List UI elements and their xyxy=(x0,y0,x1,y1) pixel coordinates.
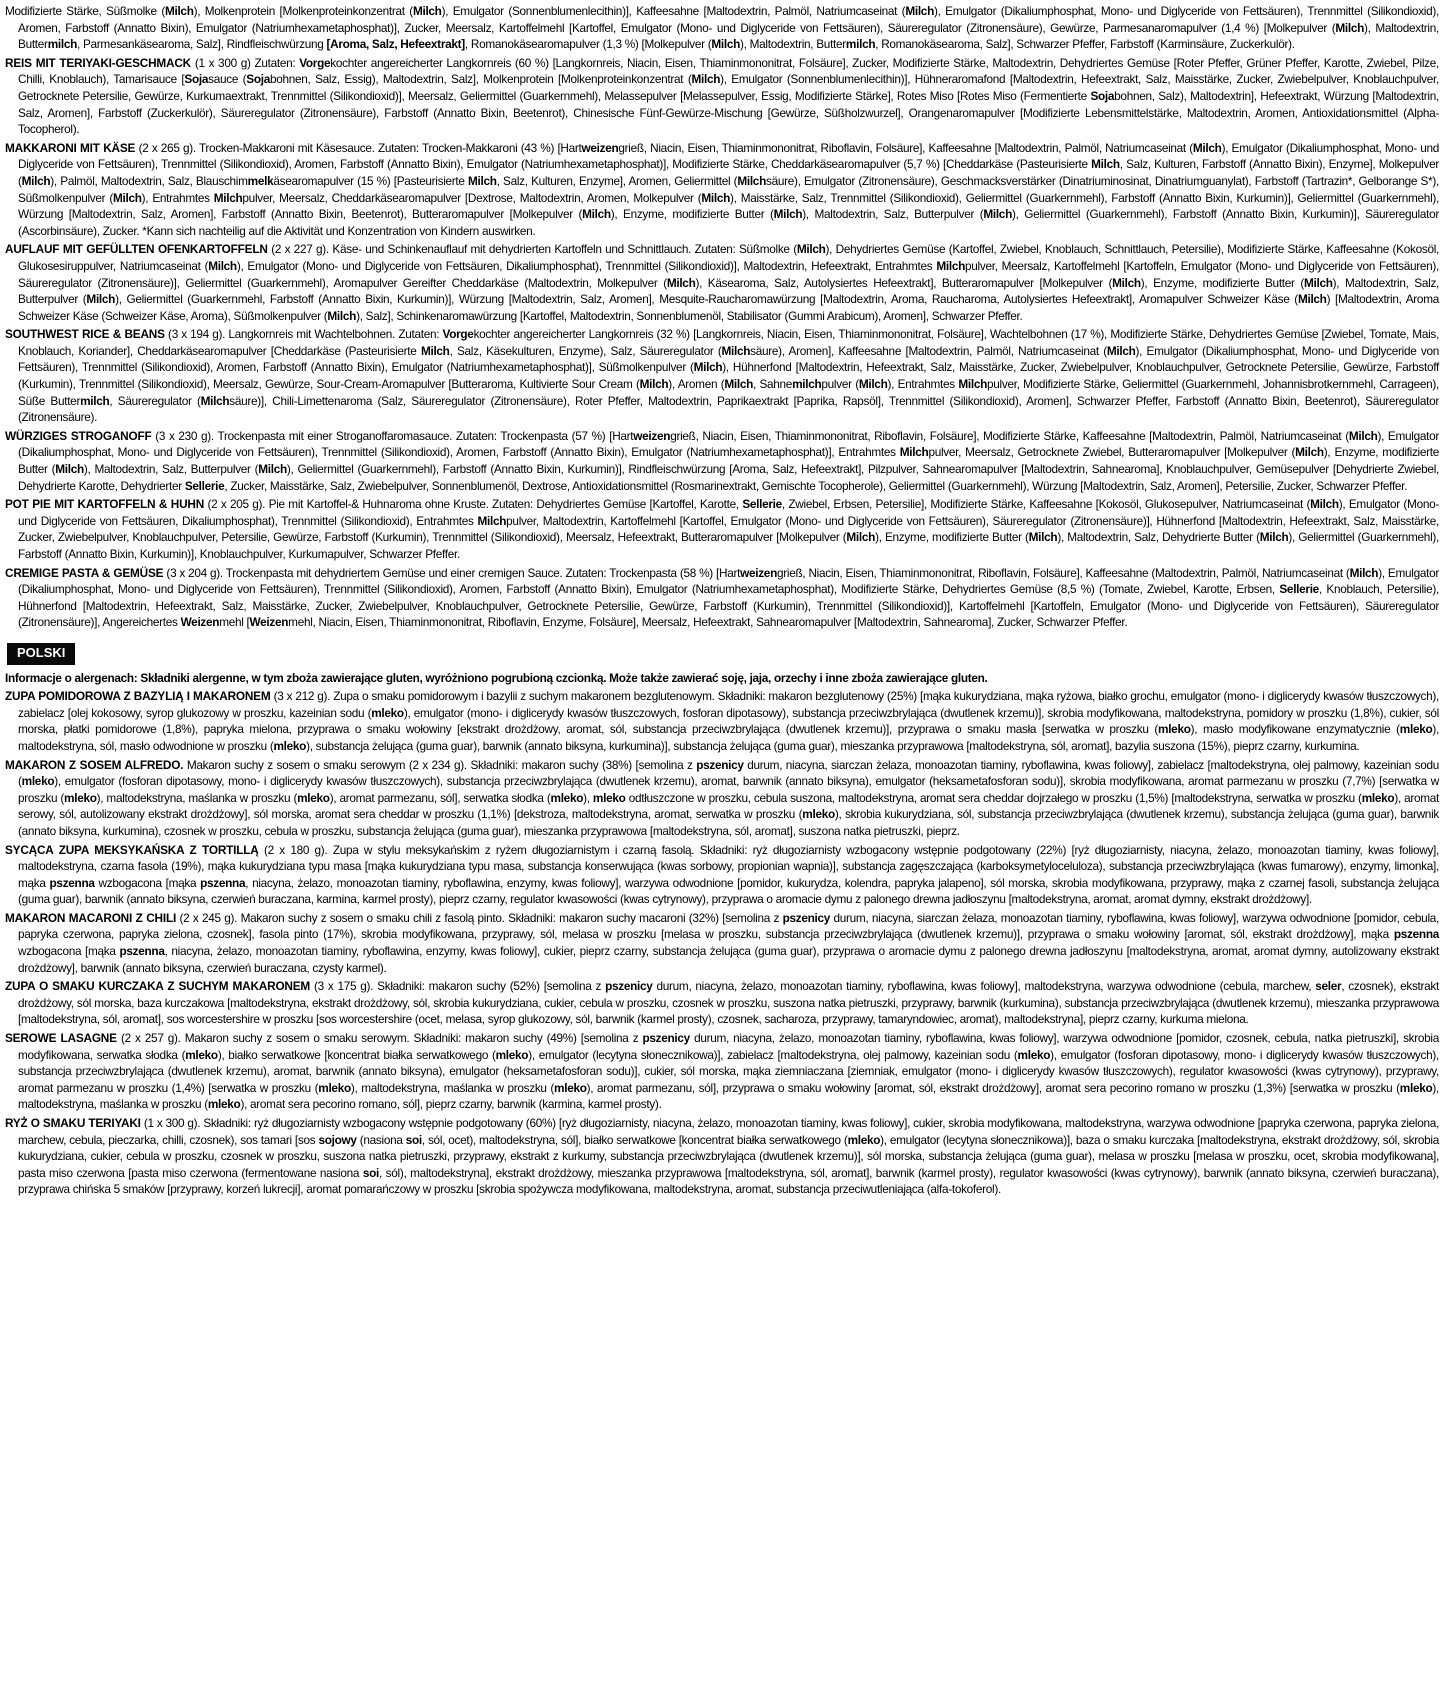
ingredient-text: Makaron suchy z sosem o smaku serowym (2 x 234 g). Składniki: makaron suchy (38%) [semolina z pszenicy durum, niacyna, siarczan żelaza, monoazotan tiaminy, ryboflawina, kwas foliowy], zabielacz [maltodekstryna, olej palmowy, kazeinian sodu (mleko), emulgator (fosforan dipotasowy, mono- i diglicerydy kwasów tłuszczowych), substancja przeciwzbrylająca (dwutlenek krzemu), aromat, barwnik (annato biksyna), emulgator (heksametafosforan sodu)], skrobia modyfikowana, aromat parmezanu w proszku (7,7%) [serwatka w proszku (mleko), maltodekstryna, maślanka w proszku (mleko), aromat parmezanu, sól], serwatka słodka (mleko), mleko odtłuszczone w proszku, cebula suszona, maltodekstryna, aromat sera cheddar dojrzałego w proszku (1,5%) [maltodekstryna, serwatka w proszku (mleko), aromat serowy, sól, autolizowany ekstrakt drożdżowy], sól morska, aromat sera cheddar w proszku (1,1%) [dekstroza, maltodekstryna, aromat, serwatka w proszku (mleko), skrobia kukurydziana, sól, substancja przeciwzbrylająca (dwutlenek krzemu), substancja żelująca (guma guar), barwnik (annato biksyna, kurkumina), czosnek w proszku, cebula w proszku, substancja żelująca (guma guar), mieszanka przyprawowa [maltodekstryna, sól, aromat], suszona natka pietruszki, pieprz. xyxy=(18,757,1440,838)
ingredient-text: (3 x 204 g). Trockenpasta mit dehydriertem Gemüse und einer cremigen Sauce. Zutaten: Trockenpasta (58 %) [Hartweizengrieß, Niacin, Eisen, Thiaminmononitrat, Riboflavin, Folsäure], Kaffeesahne (Maltodextrin, Palmöl, Natriumcaseinat (Milch), Emulgator (Dikaliumphosphat, Mono- und Diglyceride von Fettsäuren), Trennmittel (Silikondioxid), Aromen, Farbstoff (Annatto Bixin), Emulgator (Natriumhexametaphosphat), Modifizierte Stärke, Dehydriertes Gemüse (8,5 %) (Tomate, Zwiebel, Karotte, Erbsen, Sellerie, Knoblauch, Petersilie), Hühnerfond [Maltodextrin, Hefeextrakt, Salz, Maisstärke, Zucker, Zwiebelpulver, Knoblauchpulver, Getrocknete Petersilie, Gewürze, Farbstoff (Kurkumin), Trennmittel (Silikondioxid)], Kartoffelmehl [Kartoffeln, Emulgator (Mono- und Diglyceride von Fettsäuren), Säureregulator (Zitronensäure)], Angereichertes Weizenmehl [Weizenmehl, Niacin, Eisen, Thiaminmononitrat, Riboflavin, Enzyme, Folsäure], Meersalz, Hefeextrakt, Sahnearomapulver [Maltodextrin, Sahnearoma], Zucker, Schwarzer Pfeffer. xyxy=(18,565,1439,630)
section-heading: SYCĄCA ZUPA MEKSYKAŃSKA Z TORTILLĄ xyxy=(5,842,259,857)
section-heading: SEROWE LASAGNE xyxy=(5,1031,117,1046)
ingredient-text: (2 x 180 g). Zupa w stylu meksykańskim z ryżem długoziarnistym i czarną fasolą. Składniki: ryż długoziarnisty wzbogacony wstępnie podgotowany (22%) [ryż długoziarnisty, niacyna, żelazo, monoazotan tiaminy, kwas foliowy], maltodekstryna, czarna fasola (19%), mąka kukurydziana typu masa [mąka kukurydziana typu masa, substancja konserwująca (kwas sorbowy, propionian wapnia)], substancja zagęszczająca (karboksymetyloceluloza), substancja przeciwzbrylająca (kwas fumarowy), enzymy, limonka], mąka pszenna wzbogacona [mąka pszenna, niacyna, żelazo, monoazotan tiaminy, ryboflawina, enzymy, kwas foliowy], warzywa odwodnione [pomidor, kukurydza, kolendra, papryka jalapeno], sól morska, skrobia modyfikowana, przyprawy, mąka z czarnej fasoli, substancja żelująca (guma guar), barwnik (annato biksyna, czerwień buraczana, karmina, karmel prosty), pieprz czarny, regulator kwasowości (kwas cytrynowy), przyprawa o aromacie dymu z palonego drewna jadłoszynu [maltodekstryna, aromat, aromat dymny, ekstrakt drożdżowy]. xyxy=(18,842,1440,907)
section-wuerziges-stroganoff xyxy=(5,428,1439,494)
section-makkaroni-mit-kaese xyxy=(5,140,1439,240)
section-heading: ZUPA POMIDOROWA Z BAZYLIĄ I MAKARONEM xyxy=(5,689,271,704)
ingredient-text: (2 x 227 g). Käse- und Schinkenauflauf mit dehydrierten Kartoffeln und Schnittlauch. Zutaten: Süßmolke (Milch), Dehydriertes Gemüse (Kartoffel, Zwiebel, Knoblauch, Schnittlauch, Petersilie), Modifizierte Stärke, Kaffeesahne (Kokosöl, Glukosesiruppulver, Natriumcaseinat (Milch), Emulgator (Mono- und Diglyceride von Fettsäuren, Dikaliumphosphat), Trennmittel (Silikondioxid)], Maltodextrin, Hefeextrakt, Entrahmtes Milchpulver, Meersalz, Kartoffelmehl [Kartoffeln, Emulgator (Mono- und Diglyceride von Fettsäuren), Säureregulator (Zitronensäure)], Geliermittel (Guarkernmehl), Aromapulver Gereifter Cheddarkäse (Maltodextrin, Molkepulver (Milch), Käsearoma, Salz, Autolysiertes Hefeextrakt], Butteraromapulver [Molkepulver (Milch), Enzyme, modifizierte Butter (Milch), Maltodextrin, Salz, Butterpulver (Milch), Geliermittel (Guarkernmehl, Farbstoff (Annatto Bixin, Kurkumin)], Würzung [Maltodextrin, Salz, Aromen], Mesquite-Raucharomawürzung [Maltodextrin, Aroma, Raucharoma, Autolysiertes Hefeextrakt], Aromapulver Schweizer Käse (Milch) [Maltodextrin, Aroma Schweizer Käse (Schweizer Käse, Aroma), Süßmolkenpulver (Milch), Salz], Schinkenaromawürzung [Kartoffel, Maltodextrin, Sonnenblumenöl, Stabilisator (Gummi Arabicum), Aromen], Schwarzer Pfeffer. xyxy=(18,242,1440,323)
section-zupa-meksykanska xyxy=(5,842,1439,908)
section-heading: WÜRZIGES STROGANOFF xyxy=(5,428,152,443)
section-heading: MAKARON Z SOSEM ALFREDO. xyxy=(5,757,184,772)
section-reis-mit-teriyaki xyxy=(5,55,1439,138)
ingredient-text: (3 x 194 g). Langkornreis mit Wachtelbohnen. Zutaten: Vorgekochter angereicherter Langkornreis (32 %) [Langkornreis, Niacin, Eisen, Thiaminmononitrat, Folsäure], Wachtelbohnen (17 %), Modifizierte Stärke, Dehydriertes Gemüse [Zwiebel, Tomate, Mais, Knoblauch, Koriander], Cheddarkäsearomapulver [Cheddarkäse (Pasteurisierte Milch, Salz, Käsekulturen, Enzyme), Salz, Säureregulator (Milchsäure), Aromen], Kaffeesahne [Maltodextrin, Palmöl, Natriumcaseinat (Milch), Emulgator (Dikaliumphosphat, Mono- und Diglyceride von Fettsäuren), Trennmittel (Silikondioxid), Aromen, Farbstoff (Annatto Bixin), Emulgator (Natriumhexametaphosphat)], Süßmolkenpulver (Milch), Hühnerfond [Maltodextrin, Hefeextrakt, Salz, Maisstärke, Zucker, Zwiebelpulver, Knoblauchpulver, Getrocknete Petersilie, Gewürze, Farbstoff (Kurkumin), Trennmittel (Silikondioxid), Meersalz, Gewürze, Sour-Cream-Aromapulver [Butteraroma, Kultivierte Sour Cream (Milch), Aromen (Milch, Sahnemilchpulver (Milch), Entrahmtes Milchpulver, Modifizierte Stärke, Geliermittel (Guarkernmehl, Johannisbrotkernmehl, Carrageen), Süße Buttermilch, Säureregulator (Milchsäure)], Chili-Limettenaroma (Salz, Säureregulator (Zitronensäure), Roter Pfeffer, Maltodextrin, Paprikaextrakt [Paprika, Rapsöl], Trennmittel (Silikondioxid), Aromen], Schwarzer Pfeffer, Farbstoff (Annatto Bixin, Beetenrot), Säureregulator (Zitronensäure). xyxy=(18,327,1440,425)
section-makaron-alfredo xyxy=(5,757,1439,840)
ingredient-text: (2 x 257 g). Makaron suchy z sosem o smaku serowym. Składniki: makaron suchy (49%) [semolina z pszenicy durum, niacyna, żelazo, monoazotan tiaminy, ryboflawina, kwas foliowy], warzywa odwodnione [pomidor, czosnek, cebula, natka pietruszki], skrobia modyfikowana, serwatka słodka (mleko), białko serwatkowe [koncentrat białka serwatkowego (mleko), emulgator (lecytyna słonecznikowa)], zabielacz [maltodekstryna, olej palmowy, kazeinian sodu (mleko), emulgator (fosforan dipotasowy, mono- i diglicerydy kwasów tłuszczowych), substancja przeciwzbrylająca (dwutlenek krzemu), aromat, barwnik (annato biksyna), emulgator (heksametafosforan sodu)], cukier, sól morska, mąka ziemniaczana [ziemniak, emulgator (mono- i diglicerydy kwasów tłuszczowych), regulator kwasowości (kwas cytrynowy), przyprawy, aromat parmezanu w proszku (1,4%) [serwatka w proszku (mleko), maltodekstryna, maślanka w proszku (mleko), aromat parmezanu, sól], przyprawa o smaku wołowiny [aromat, sól, ekstrakt drożdżowy], aromat sera pecorino romano w proszku (1,3%) [serwatka w proszku (mleko), maltodekstryna, maślanka w proszku (mleko), aromat sera pecorino romano, sól], pieprz czarny, barwnik (karmina, karmel prosty). xyxy=(18,1031,1440,1112)
section-heading: RYŻ O SMAKU TERIYAKI xyxy=(5,1116,141,1130)
section-zupa-kurczak xyxy=(5,978,1439,1028)
language-label-polski xyxy=(7,643,75,665)
section-auflauf-ofenkartoffeln xyxy=(5,241,1439,324)
ingredient-text: (3 x 175 g). Składniki: makaron suchy (52%) [semolina z pszenicy durum, niacyna, żelazo, monoazotan tiaminy, ryboflawina, kwas foliowy], maltodekstryna, warzywa odwodnione (cebula, marchew, seler, czosnek), ekstrakt drożdżowy, sól morska, baza kurczakowa [maltodekstryna, ekstrakt drożdżowy, sól, skrobia kukurydziana, cukier, cebula w proszku, czosnek w proszku, suszona natka pietruszki, przyprawy, barwnik (kurkumina), substancja przeciwzbrylająca (dwutlenek krzemu), mieszanka przyprawowa [maltodekstryna, sól, aromat], sos worcestershire w proszku [sos worcestershire (ocet, melasa, syrop glukozowy, sól, barwnik (karmel prosty), czosnek, sacharoza, przyprawy, tamaryndowiec, aromat), maltodekstryna], pieprz czarny, kurkuma mielona. xyxy=(18,979,1439,1027)
section-serowe-lasagne xyxy=(5,1030,1439,1113)
ingredient-text: (3 x 230 g). Trockenpasta mit einer Stroganoffaromasauce. Zutaten: Trockenpasta (57 %) [Hartweizengrieß, Niacin, Eisen, Thiaminmononitrat, Riboflavin, Folsäure], Modifizierte Stärke, Kaffeesahne [Maltodextrin, Palmöl, Natriumcaseinat (Milch), Emulgator (Dikaliumphosphat, Mono- und Diglyceride von Fettsäuren), Trennmittel (Silikondioxid), Aromen, Farbstoff (Annatto Bixin), Emulgator (Natriumhexametaphosphat)], Entrahmtes Milchpulver, Meersalz, Getrocknete Zwiebel, Butteraromapulver [Molkepulver (Milch), Enzyme, modifizierte Butter (Milch), Maltodextrin, Salz, Butterpulver (Milch), Geliermittel (Guarkernmehl), Farbstoff (Annatto Bixin, Kurkumin)], Rindfleischwürzung [Aroma, Salz, Hefeextrakt], Pilzpulver, Sahnearomapulver [Maltodextrin, Sahnearoma], Knoblauchpulver, Gemüsepulver [Dehydrierte Zwiebel, Dehydrierte Karotte, Dehydrierter Sellerie, Zucker, Maisstärke, Salz, Zwiebelpulver, Sonnenblumenöl, Dextrose, Antioxidationsmittel (Rosmarinextrakt, Gemischte Tocopherole), Geliermittel (Guarkernmehl), Würzung [Maltodextrin, Salz, Aromen], Petersilie, Zucker, Schwarzer Pfeffer. xyxy=(18,428,1439,493)
section-ryz-teriyaki xyxy=(5,1115,1439,1198)
section-heading: SOUTHWEST RICE & BEANS xyxy=(5,327,165,342)
ingredient-text: (2 x 245 g). Makaron suchy z sosem o smaku chili z fasolą pinto. Składniki: makaron suchy macaroni (32%) [semolina z pszenicy durum, niacyna, siarczan żelaza, monoazotan tiaminy, ryboflawina, kwas foliowy], warzywa odwodnione [pomidor, cebula, papryka czerwona, papryka zielona, czosnek], fasola pinto (17%), skrobia modyfikowana, przyprawy, sól, melasa w proszku [melasa w proszku, substancja przeciwzbrylająca (dwutlenek krzemu)], przyprawa o smaku wołowiny [aromat, sól, ekstrakt drożdżowy], mąka pszenna wzbogacona [mąka pszenna, niacyna, żelazo, monoazotan tiaminy, ryboflawina, enzymy, kwas foliowy], cukier, pieprz czarny, substancja żelująca (guma guar), przyprawa o aromacie dymu z palonego drewna jadłoszynu [maltodekstryna, aromat, aromat dymny, autolizowany ekstrakt drożdżowy], barwnik (annato biksyna, czerwień buraczana, czysty karmel). xyxy=(18,910,1440,975)
ingredient-text: Modifizierte Stärke, Süßmolke (Milch), Molkenprotein [Molkenproteinkonzentrat (Milch), Emulgator (Sonnenblumenlecithin)], Kaffeesahne [Maltodextrin, Palmöl, Natriumcaseinat (Milch), Emulgator (Dikaliumphosphat, Mono- und Diglyceride von Fettsäuren), Trennmittel (Silikondioxid), Aromen, Farbstoff (Annatto Bixin), Emulgator (Natriumhexametaphosphat)], Zucker, Meersalz, Kartoffelmehl [Kartoffel, Emulgator (Mono- und Diglyceride von Fettsäuren), Säureregulator (Zitronensäure), Gewürze, Parmesanaromapulver (1,4 %) [Molkepulver (Milch), Maltodextrin, Buttermilch, Parmesankäsearoma, Salz], Rindfleischwürzung [Aroma, Salz, Hefeextrakt], Romanokäsearomapulver (1,3 %) [Molkepulver (Milch), Maltodextrin, Buttermilch, Romanokäsearoma, Salz], Schwarzer Pfeffer, Farbstoff (Karminsäure, Zuckerkulör). xyxy=(5,4,1439,52)
section-zupa-pomidorowa xyxy=(5,688,1439,754)
ingredient-text: (1 x 300 g). Składniki: ryż długoziarnisty wzbogacony wstępnie podgotowany (60%) [ryż długoziarnisty, niacyna, żelazo, monoazotan tiaminy, kwas foliowy], cukier, skrobia modyfikowana, maltodekstryna, warzywa odwodnione [papryka czerwona, papryka zielona, marchew, cebula, pieczarka, chilli, czosnek), sos tamari [sos sojowy (nasiona soi, sól, ocet), maltodekstryna, sól], białko serwatkowe [koncentrat białka serwatkowego (mleko), emulgator (lecytyna słonecznikowa)], baza o smaku kurczaka [maltodekstryna, ekstrakt drożdżowy, sól, skrobia kukurydziana, cukier, cebula w proszku, czosnek w proszku, suszona natka pietruszki, przyprawy, ekstrakt z kurkumy, substancja przeciwzbrylająca (dwutlenek krzemu)], sól morska, substancja żelująca (guma guar), melasa w proszku [melasa w proszku, ocet, skrobia modyfikowana], pasta miso czerwona [pasta miso czerwona (fermentowane nasiona soi, sól), maltodekstryna], ekstrakt drożdżowy, mieszanka przyprawowa [maltodekstryna, sól, aromat], barwnik (karmel prosty), regulator kwasowości (kwas cytrynowy), barwnik (annato biksyna, czerwień buraczana), przyprawa chińska 5 smaków [przyprawy, korzeń lukrecji], aromat pomarańczowy w proszku [skrobia spożywcza modyfikowana, maltodekstryna, aromat, substancja przeciwutleniająca (alfa-tokoferol). xyxy=(18,1116,1439,1197)
section-heading: REIS MIT TERIYAKI-GESCHMACK xyxy=(5,55,191,70)
section-makaron-chili xyxy=(5,910,1439,976)
section-heading: MAKARON MACARONI Z CHILI xyxy=(5,910,177,925)
section-cremige-pasta-gemuese xyxy=(5,565,1439,631)
polish-allergen-info xyxy=(5,670,1439,687)
section-pot-pie-kartoffeln-huhn xyxy=(5,496,1439,562)
section-heading: CREMIGE PASTA & GEMÜSE xyxy=(5,565,164,580)
section-southwest-rice-beans xyxy=(5,326,1439,426)
section-heading: POT PIE MIT KARTOFFELN & HUHN xyxy=(5,497,205,512)
ingredient-text: (3 x 212 g). Zupa o smaku pomidorowym i bazylii z suchym makaronem bezglutenowym. Składniki: makaron bezglutenowy (25%) [mąka kukurydziana, mąka ryżowa, białko grochu, emulgator (mono- i diglicerydy kwasów tłuszczowych), zabielacz [olej kokosowy, syrop glukozowy w proszku, kazeinian sodu (mleko), emulgator (mono- i diglicerydy kwasów tłuszczowych, fosforan dipotasowy), substancja przeciwzbrylająca (dwutlenek krzemu)], skrobia modyfikowana, maltodekstryna, pomidory w proszku (1,8%), cukier, sól morska, płatki pomidorowe (1,8%), papryka mielona, przyprawa o smaku wołowiny [ekstrakt drożdżowy, aromat, sól, substancja przeciwzbrylająca (dwutlenek krzemu)], przyprawa o smaku masła [serwatka w proszku (mleko), masło modyfikowane enzymatycznie (mleko), maltodekstryna, sól, masło odwodnione w proszku (mleko), substancja żelująca (guma guar), barwnik (annato biksyna, kurkumina)], substancja żelująca (guma guar), mieszanka przyprawowa [maltodekstryna, sól, aromat], bazylia suszona (15%), pieprz czarny, kurkumina. xyxy=(18,689,1439,753)
section-heading: ZUPA O SMAKU KURCZAKA Z SUCHYM MAKARONEM xyxy=(5,979,311,994)
language-label-text: POLSKI xyxy=(17,644,66,660)
ingredient-text: (2 x 265 g). Trocken-Makkaroni mit Käsesauce. Zutaten: Trocken-Makkaroni (43 %) [Hartweizengrieß, Niacin, Eisen, Thiaminmononitrat, Riboflavin, Folsäure], Kaffeesahne [Maltodextrin, Palmöl, Natriumcaseinat (Milch), Emulgator (Dikaliumphosphat, Mono- und Diglyceride von Fettsäuren), Trennmittel (Silikondioxid), Aromen, Farbstoff (Annatto Bixin), Emulgator (Natriumhexametaphosphat)], Modifizierte Stärke, Cheddarkäsearomapulver (5,7 %) [Cheddarkäse (Pasteurisierte Milch, Salz, Kulturen, Farbstoff (Annatto Bixin), Enzyme], Molkepulver (Milch), Palmöl, Maltodextrin, Salz, Blauschimmelkäsearomapulver (15 %) [Pasteurisierte Milch, Salz, Kulturen, Enzyme], Aromen, Geliermittel (Milchsäure), Emulgator (Zitronensäure), Geschmacksverstärker (Dinatriuminosinat, Dinatriumguanylat), Farbstoff (Tartrazin*, Gelborange S*), Süßmolkenpulver (Milch), Entrahmtes Milchpulver, Meersalz, Cheddarkäsearomapulver [Dextrose, Maltodextrin, Aromen, Molkepulver (Milch), Maisstärke, Salz, Trennmittel (Silikondioxid), Geliermittel (Guarkernmehl), Farbstoff (Annatto Bixin, Kurkumin)], Geliermittel (Guarkernmehl), Würzung [Maltodextrin, Salz, Aromen], Farbstoff (Annatto Bixin, Beetenrot), Butteraromapulver [Molkepulver (Milch), Enzyme, modifizierte Butter (Milch), Maltodextrin, Salz, Butterpulver (Milch), Geliermittel (Guarkernmehl), Farbstoff (Annatto Bixin, Kurkumin)], Säureregulator (Ascorbinsäure), Zucker. *Kann sich nachteilig auf die Aktivität und Konzentration von Kindern auswirken. xyxy=(18,140,1440,238)
allergen-info-text: Informacje o alergenach: Składniki alergenne, w tym zboża zawierające gluten, wyróżniono pogrubioną czcionką. Może także zawierać soję, jaja, orzechy i inne zboża zawierające gluten. xyxy=(5,670,988,685)
ingredient-text: (1 x 300 g) Zutaten: Vorgekochter angereicherter Langkornreis (60 %) [Langkornreis, Niacin, Eisen, Thiaminmononitrat, Folsäure], Zucker, Modifizierte Stärke, Maltodextrin, Dehydriertes Gemüse [Roter Pfeffer, Grüner Pfeffer, Karotte, Zwiebel, Pilze, Chilli, Knoblauch), Tamarisauce [Sojasauce (Sojabohnen, Salz, Essig), Maltodextrin, Salz], Molkenprotein [Molkenproteinkonzentrat (Milch), Emulgator (Sonnenblumenlecithin)], Hühneraromafond [Maltodextrin, Hefeextrakt, Salz, Maisstärke, Zucker, Zwiebelpulver, Knoblauchpulver, Getrocknete Petersilie, Gewürze, Kurkumaextrakt, Trennmittel (Silikondioxid)], Meersalz, Geliermittel (Guarkernmehl), Melassepulver [Melassepulver, Essig, Modifizierte Stärke], Rotes Miso [Rotes Miso (Fermentierte Sojabohnen, Salz), Maltodextrin], Hefeextrakt, Würzung [Maltodextrin, Salz, Aromen], Farbstoff (Zuckerkulör), Säureregulator (Zitronensäure), Farbstoff (Annatto Bixin, Beetenrot), Chinesische Fünf-Gewürze-Mischung [Gewürze, Süßholzwurzel], Orangenaromapulver [Modifizierte Lebensmittelstärke, Maltodextrin, Aromen, Antioxidationsmittel (Alpha-Tocopherol). xyxy=(18,55,1439,137)
ingredient-text: (2 x 205 g). Pie mit Kartoffel-& Huhnaroma ohne Kruste. Zutaten: Dehydriertes Gemüse [Kartoffel, Karotte, Sellerie, Zwiebel, Erbsen, Petersilie], Modifizierte Stärke, Kaffeesahne [Kokosöl, Glukosepulver, Natriumcaseinat (Milch), Emulgator (Mono- und Diglyceride von Fettsäuren, Dikaliumphosphat), Trennmittel (Silikondioxid), Entrahmtes Milchpulver, Maltodextrin, Kartoffelmehl [Kartoffel, Emulgator (Mono- und Diglyceride von Fettsäuren), Säureregulator (Zitronensäure)], Hühnerfond [Maltodextrin, Hefeextrakt, Salz, Maisstärke, Zucker, Zwiebelpulver, Knoblauchpulver, Petersilie, Gewürze, Farbstoff (Kurkumin), Trennmittel (Silikondioxid), Meersalz, Hefeextrakt, Butteraromapulver [Molkepulver (Milch), Enzyme, modifizierte Butter (Milch), Maltodextrin, Salz, Dehydrierte Butter (Milch), Geliermittel (Guarkernmehl), Farbstoff (Annatto Bixin, Kurkumin)], Knoblauchpulver, Kurkumapulver, Schwarzer Pfeffer. xyxy=(18,497,1439,561)
german-continuation-paragraph xyxy=(5,3,1439,53)
section-heading: MAKKARONI MIT KÄSE xyxy=(5,140,136,155)
section-heading: AUFLAUF MIT GEFÜLLTEN OFENKARTOFFELN xyxy=(5,242,268,257)
